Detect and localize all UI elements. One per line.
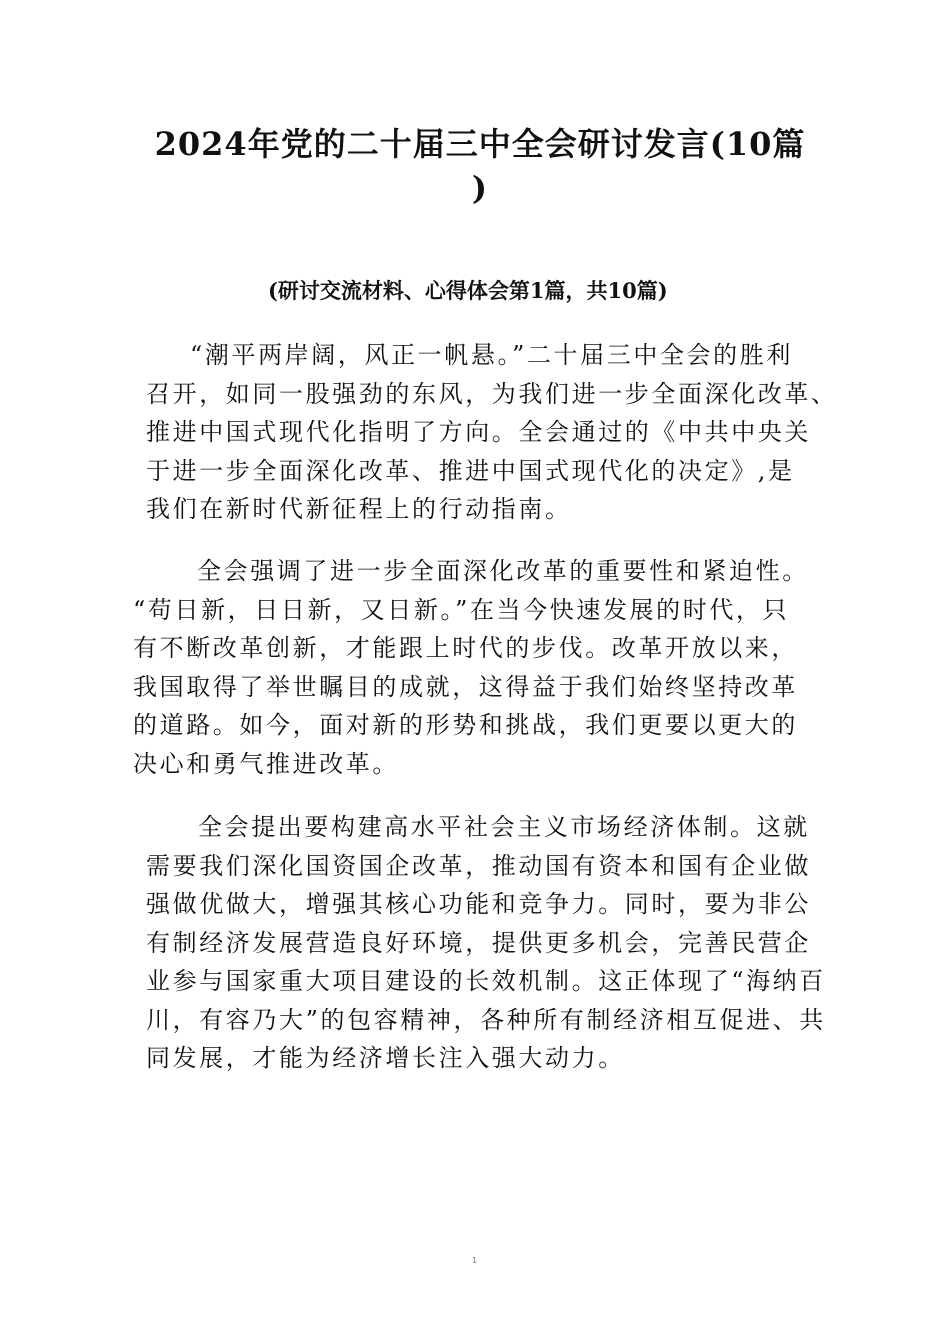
paragraph-line: 全会提出要构建高水平社会主义市场经济体制。这就 <box>198 813 810 841</box>
page-number: 1 <box>472 1256 478 1265</box>
paragraph-2 <box>133 552 809 783</box>
paragraph-line: 我们在新时代新征程上的行动指南。 <box>146 495 572 523</box>
document-title: 2024年党的二十届三中全会研讨发言(10篇 ) <box>154 125 806 207</box>
paragraph-line: 推进中国式现代化指明了方向。全会通过的《中共中央关 <box>146 418 811 446</box>
paragraph-line: 需要我们深化国资国企改革，推动国有资本和国有企业做 <box>146 851 811 880</box>
paragraph-line: “苟日新，日日新，又日新。”在当今快速发展的时代，只 <box>133 595 790 624</box>
paragraph-line: 有不断改革创新，才能跟上时代的步伐。改革开放以来， <box>133 634 798 662</box>
paragraph-1 <box>146 336 838 529</box>
paragraph-line: 决心和勇气推进改革。 <box>133 749 399 778</box>
paragraph-line: 有制经济发展营造良好环境，提供更多机会，完善民营企 <box>146 928 811 957</box>
paragraph-3 <box>146 808 826 1078</box>
paragraph-line: 川，有容乃大”的包容精神，各种所有制经济相互促进、共 <box>146 1005 826 1034</box>
document-subtitle: (研讨交流材料、心得体会第1篇，共10篇) <box>268 278 668 303</box>
paragraph-line: 召开，如同一股强劲的东风，为我们进一步全面深化改革、 <box>146 379 838 408</box>
paragraph-line: 强做优做大，增强其核心功能和竞争力。同时，要为非公 <box>146 890 811 918</box>
paragraph-line: 业参与国家重大项目建设的长效机制。这正体现了“海纳百 <box>146 967 826 995</box>
paragraph-line: 全会强调了进一步全面深化改革的重要性和紧迫性。 <box>197 557 809 585</box>
paragraph-line: 的道路。如今，面对新的形势和挑战，我们更要以更大的 <box>133 711 798 739</box>
paragraph-line: 我国取得了举世瞩目的成就，这得益于我们始终坚持改革 <box>133 672 798 701</box>
paragraph-line: 同发展，才能为经济增长注入强大动力。 <box>146 1044 625 1072</box>
paragraph-line: 于进一步全面深化改革、推进中国式现代化的决定》,是 <box>146 456 795 485</box>
paragraph-line: “潮平两岸阔，风正一帆悬。”二十届三中全会的胜利 <box>190 341 793 369</box>
